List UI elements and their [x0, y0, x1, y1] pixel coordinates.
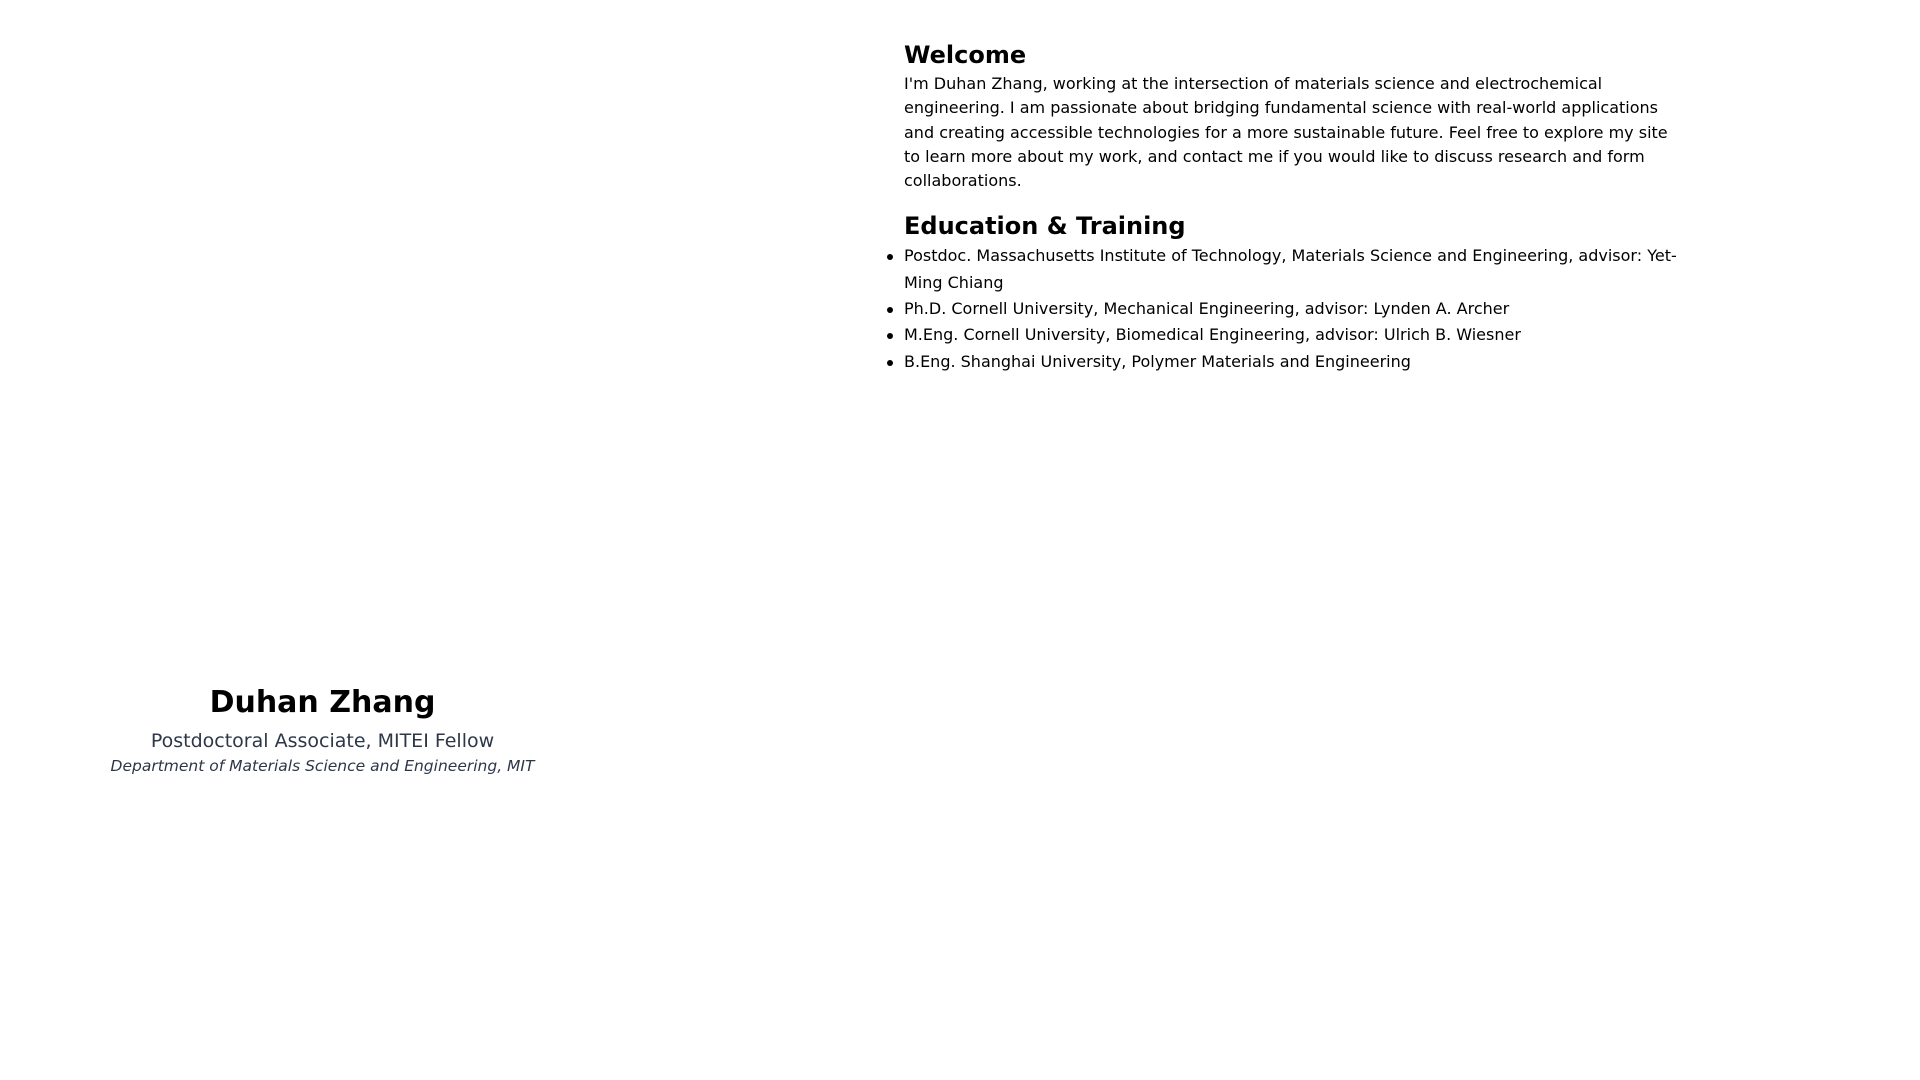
- profile-title: Postdoctoral Associate, MITEI Fellow: [150, 730, 495, 752]
- main-content: [904, 38, 1684, 375]
- welcome-text: I'm Duhan Zhang, working at the intersection of materials science and electrochemical engineering. I am passionate about bridging fundamental science with real-world applications and creating accessible technologies for a more sustainable future. Feel free to explore my site to learn more about my work, and contact me if you would like to discuss research and form collaborations.: [904, 74, 1668, 191]
- profile-name: Duhan Zhang: [209, 685, 436, 720]
- education-list: [904, 243, 1684, 374]
- profile-department: Department of Materials Science and Engineering, MIT: [110, 757, 535, 775]
- education-item: B.Eng. Shanghai University, Polymer Materials and Engineering: [904, 349, 1684, 375]
- education-item: Postdoc. Massachusetts Institute of Technology, Materials Science and Engineering, advisor: Yet-Ming Chiang: [904, 243, 1684, 296]
- education-heading: Education & Training: [904, 212, 1186, 241]
- welcome-section: [904, 38, 1684, 193]
- welcome-heading: Welcome: [904, 41, 1027, 69]
- education-item: Ph.D. Cornell University, Mechanical Engineering, advisor: Lynden A. Archer: [904, 296, 1684, 322]
- education-section: [904, 209, 1684, 374]
- profile-card: [0, 683, 645, 777]
- profile-sidebar: [0, 0, 645, 1080]
- education-item: M.Eng. Cornell University, Biomedical Engineering, advisor: Ulrich B. Wiesner: [904, 322, 1684, 348]
